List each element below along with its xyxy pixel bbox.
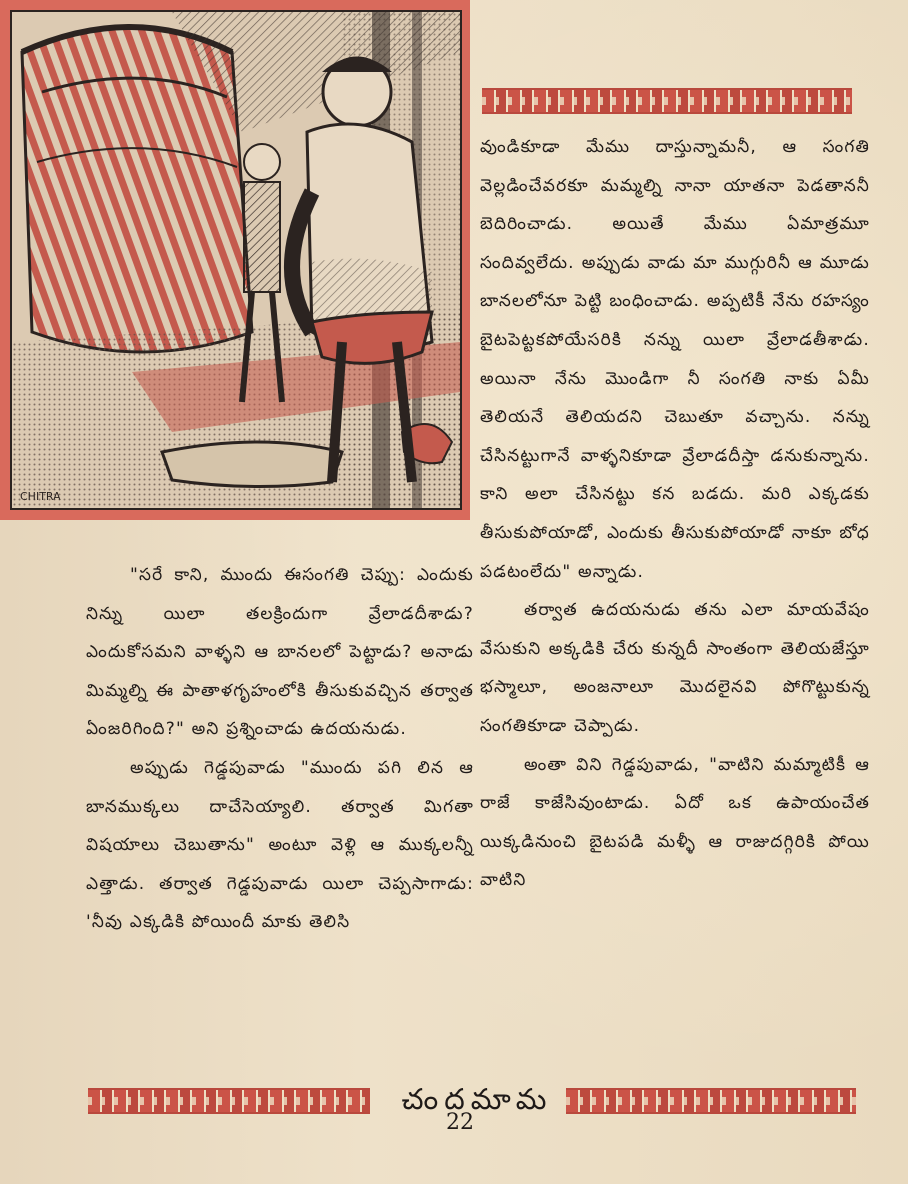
paragraph: అప్పుడు గెడ్డపువాడు "ముందు పగి లిన ఆ బానముక్కలు దాచేసెయ్యాలి. తర్వాత మిగతా విషయాలు చెబుతాను" అంటూ వెళ్లి ఆ ముక్కలన్నీ ఎత్తాడు. తర్వాత గెడ్డపువాడు యిలా చెప్పసాగాడు: 'నీవు ఎక్కడికి పోయిందీ మాకు తెలిసి bbox=[86, 757, 474, 933]
paragraph: అంతా విని గెడ్డపువాడు, "వాటిని మమ్మాటికీ ఆ రాజే కాజేసివుంటాడు. ఏదో ఒక ఉపాయంచేత యిక్కడినుంచి బైటపడి మళ్ళీ ఆ రాజుదగ్గిరికి పోయి వాటిని bbox=[480, 754, 870, 891]
paragraph: "సరే కాని, ముందు ఈసంగతి చెప్పు: ఎందుకు నిన్ను యిలా తలక్రిందుగా వ్రేలాడదీశాడు? ఎందుకోసమని వాళ్ళని ఆ బానలలో పెట్టాడు? అనాడు మిమ్మల్ని ఈ పాతాళగృహంలోకి తీసుకువచ్చిన తర్వాత ఏంజరిగింది?" అని ప్రశ్నించాడు ఉదయనుడు. bbox=[86, 565, 474, 740]
right-text-column bbox=[480, 128, 870, 900]
top-ornament-band bbox=[482, 88, 852, 114]
footer-ornament-right bbox=[566, 1088, 856, 1114]
footer-ornament-left bbox=[88, 1088, 370, 1114]
artist-signature: CHITRA bbox=[20, 490, 61, 503]
illustration-frame bbox=[0, 0, 470, 520]
magazine-title: చందమామ bbox=[401, 1082, 553, 1116]
illustration-drawing bbox=[12, 12, 460, 508]
page-number: 22 bbox=[446, 1110, 474, 1135]
paragraph: వుండికూడా మేము దాస్తున్నామనీ, ఆ సంగతి వెల్లడించేవరకూ మమ్మల్ని నానా యాతనా పెడతాననీ బెదిరించాడు. అయితే మేము ఏమాత్రమూ సందివ్వలేదు. అప్పుడు వాడు మా ముగ్గురినీ ఆ మూడు బానలలోనూ పెట్టి బంధించాడు. అప్పటికీ నేను రహస్యం బైటపెట్టకపోయేసరికి నన్ను యిలా వ్రేలాడతీశాడు. అయినా నేను మొండిగా నీ సంగతి నాకు ఏమీ తెలియనే తెలియదని చెబుతూ వచ్చాను. నన్ను చేసినట్టుగానే వాళ్ళనికూడా వ్రేలాడదీస్తా డనుకున్నాను. కాని అలా చేసినట్టు కన బడదు. మరి ఎక్కడకు తీసుకుపోయాడో, ఎందుకు తీసుకుపోయాడో నాకూ బోధ పడటంలేదు" అన్నాడు. bbox=[480, 137, 870, 582]
left-text-column bbox=[86, 556, 474, 942]
paragraph: తర్వాత ఉదయనుడు తను ఎలా మాయవేషం వేసుకుని అక్కడికి చేరు కున్నదీ సాంతంగా తెలియజేస్తూ భస్మాలూ, అంజనాలూ మొదలైనవి పోగొట్టుకున్న సంగతికూడా చెప్పాడు. bbox=[480, 600, 870, 736]
story-illustration bbox=[10, 10, 462, 510]
